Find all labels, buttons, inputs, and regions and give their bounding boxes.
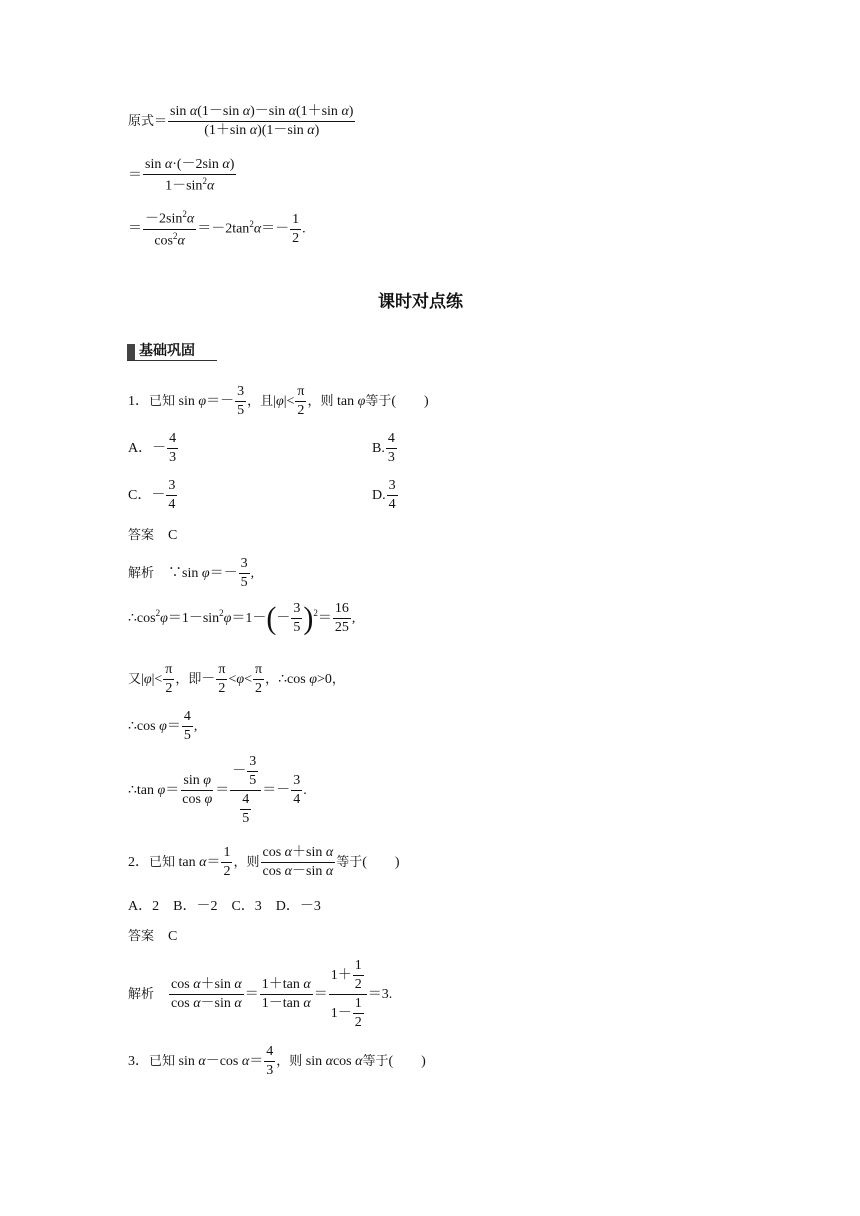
q2-answer xyxy=(128,925,177,945)
q2-stem: 2．已知 tan α＝ $\frac{1}{2}$ ，则 $\frac{\text{cos α＋sin α}}{\text{cos α－sin α}}$ 等于( ) xyxy=(128,845,400,880)
q1-analysis-label: 解析 xyxy=(128,565,155,581)
prev-solution-line2: ＝ $\frac{\text{sin α·(－2sin α)}}{1-\sin^2\alpha}$ xyxy=(128,157,235,194)
section-heading-label: 基础巩固 xyxy=(139,343,195,359)
q1-option-d: D. $\frac{3}{4}$ xyxy=(372,478,396,513)
q1-answer-label: 答案 xyxy=(128,528,155,543)
q1-analysis-step4: ∴cos φ＝ $\frac{4}{5}$ , xyxy=(128,709,198,744)
q1-answer xyxy=(128,524,177,544)
q2-answer-label: 答案 xyxy=(128,929,155,944)
q1-option-b: B. $\frac{4}{3}$ xyxy=(372,431,395,466)
prev-line3-half: $\frac{1}{2}$ xyxy=(292,211,300,246)
section-heading-underline xyxy=(127,360,217,361)
q2-analysis-label: 解析 xyxy=(128,986,155,1002)
section-heading xyxy=(127,340,195,360)
prev-line3-fraction: $\frac{-2\sin^2\alpha}{\cos^2\alpha}$ xyxy=(145,209,195,249)
prev-line1-prefix: 原式＝ xyxy=(128,113,168,129)
q1-analysis-step3: 又|φ|< $\frac{\pi}{2}$ ，即－ $\frac{\pi}{2}$ <φ< $\frac{\pi}{2}$ ，∴cos φ>0， xyxy=(128,662,345,697)
section-title: 课时对点练 xyxy=(378,292,463,312)
q2-answer-value: C xyxy=(168,929,178,944)
prev-solution-line1 xyxy=(128,104,356,139)
prev-line1-fraction: $\frac{\text{sin α(1－sin α)－sin α(1＋sin α)}}{\text{(1＋sin α)(1－sin α)}}$ xyxy=(170,104,354,139)
q1-analysis-step5: ∴tan φ＝ $\frac{\text{sin φ}}{\text{cos φ}}$ ＝ － $\frac{3}{5}$ $\frac{4}{5}$ ＝－ $\frac{3}{4}$ . xyxy=(128,754,307,827)
section-heading-marker-icon xyxy=(127,344,135,360)
q3-stem: 3．已知 sin α－cos α＝ $\frac{4}{3}$ ，则 sin αcos α等于( ) xyxy=(128,1044,426,1079)
q1-answer-value: C xyxy=(168,528,178,543)
prev-solution-line3: ＝ $\frac{-2\sin^2\alpha}{\cos^2\alpha}$ $=-2\tan^2\alpha=-$ $\frac{1}{2}$ . xyxy=(128,209,306,249)
prev-line2-fraction: $\frac{\text{sin α·(－2sin α)}}{1-\sin^2\alpha}$ xyxy=(145,157,235,194)
q2-analysis-step1: 解析 $\frac{\text{cos α＋sin α}}{\text{cos α－sin α}}$ ＝ $\frac{\text{1＋tan α}}{\text{1－tan α}}$ ＝ 1＋ $\frac{1}{2}$ 1－ $\frac{1}{2}$ ＝3. xyxy=(128,958,393,1031)
q1-option-a: A．－ $\frac{4}{3}$ xyxy=(128,431,177,466)
q2-options: A．2 B．－2 C．3 D．－3 xyxy=(128,899,321,914)
q1-analysis-step2: $\therefore\cos^2\varphi=1-\sin^2\varphi=1-(-$ $\frac{3}{5}$ )$^2$＝ $\frac{16}{25}$ , xyxy=(128,600,356,636)
q1-analysis-step1: 解析 ∵sin φ＝－ $\frac{3}{5}$ , xyxy=(128,556,255,591)
q1-option-c: C．－ $\frac{3}{4}$ xyxy=(128,478,176,513)
q1-stem: 1．已知 sin φ＝－ $\frac{3}{5}$ ，且|φ|< $\frac{\pi}{2}$ ，则 tan φ等于( ) xyxy=(128,384,429,419)
